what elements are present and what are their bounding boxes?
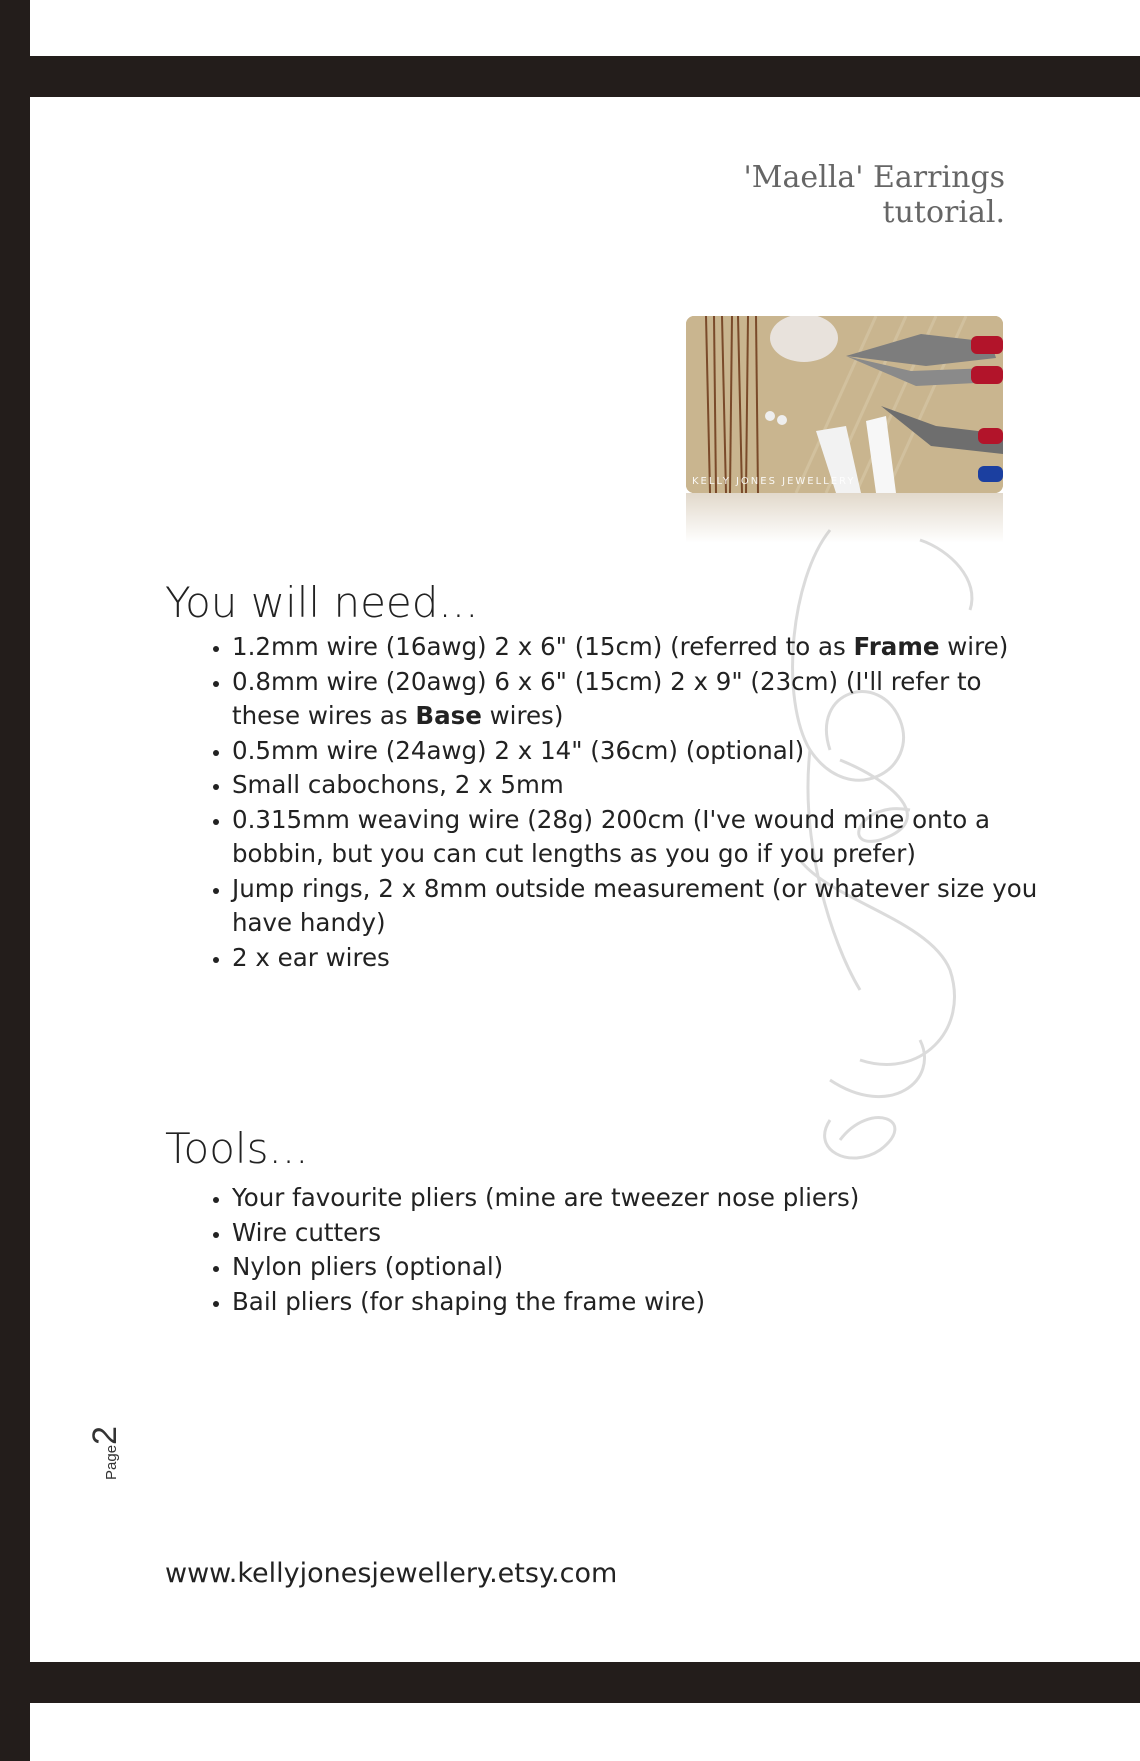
list-item: • 0.5mm wire (24awg) 2 x 14" (36cm) (optional) [232,734,1052,769]
list-item: • Your favourite pliers (mine are tweezer nose pliers) [232,1181,1052,1216]
top-border [0,56,1140,97]
bottom-border [0,1662,1140,1703]
document-title: 'Maella' Earrings tutorial. [743,160,1005,230]
list-item: • Small cabochons, 2 x 5mm [232,768,1052,803]
website-url[interactable]: www.kellyjonesjewellery.etsy.com [165,1558,618,1589]
page-word: Page [103,1444,120,1480]
you-will-need-heading: You will need... [165,578,479,627]
tools-heading: Tools... [165,1124,309,1173]
list-item: • Bail pliers (for shaping the frame wire) [232,1285,1052,1320]
list-item: • 0.8mm wire (20awg) 6 x 6" (15cm) 2 x 9" (23cm) (I'll refer to these wires as Base wires) [232,665,1052,734]
page-number [86,1426,125,1480]
left-border [0,0,30,1761]
list-item: • Jump rings, 2 x 8mm outside measurement (or whatever size you have handy) [232,872,1052,941]
tools-photo [686,316,1003,493]
photo-watermark: KELLY JONES JEWELLERY [692,476,856,487]
list-item: • 2 x ear wires [232,941,1052,976]
list-item: • 1.2mm wire (16awg) 2 x 6" (15cm) (referred to as Frame wire) [232,630,1052,665]
tools-photo-illustration [686,316,1003,493]
list-item: • 0.315mm weaving wire (28g) 200cm (I've wound mine onto a bobbin, but you can cut lengths as you go if you prefer) [232,803,1052,872]
tools-list [200,1181,1052,1319]
page-number-value: 2 [86,1426,124,1445]
list-item: • Wire cutters [232,1216,1052,1251]
list-item: • Nylon pliers (optional) [232,1250,1052,1285]
materials-list [200,630,1052,975]
